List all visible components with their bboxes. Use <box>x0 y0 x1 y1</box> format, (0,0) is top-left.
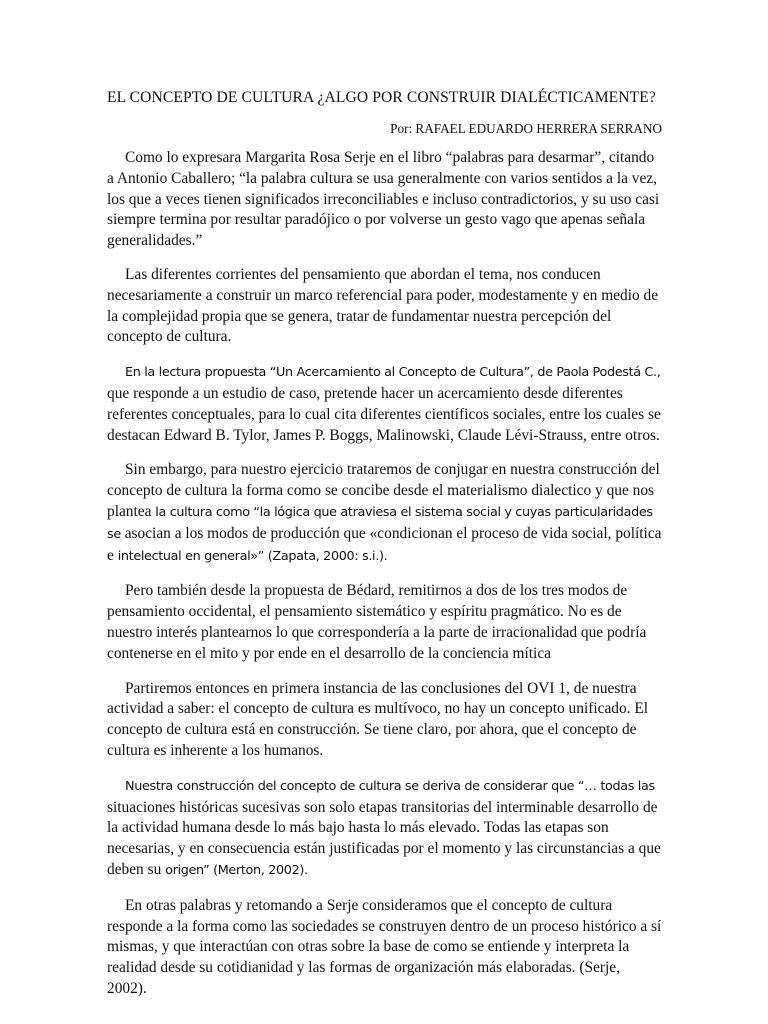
paragraph-2 <box>107 265 662 348</box>
paragraph-8-text: En otras palabras y retomando a Serje consideramos que el concepto de cultura responde a la forma como las sociedades se construyen dentro de un proceso histórico a sí mismas, y que interactúan con otras sobre la base de como se entiende y interpreta la realidad desde su cotidianidad y las formas de organización más elaboradas. (Serje, 2002). <box>107 896 662 997</box>
paragraph-5 <box>107 581 662 664</box>
paragraph-1-text: Como lo expresara Margarita Rosa Serje en el libro “palabras para desarmar”, citando a Antonio Caballero; “la palabra cultura se usa generalmente con varios sentidos a la vez, los que a veces tienen significados irreconciliables e incluso contradictorios, y su uso casi siempre termina por resultar paradójico o por volverse un gesto vago que apenas señala generalidades.” <box>107 149 660 250</box>
paragraph-6 <box>107 679 662 762</box>
paragraph-7-text-a: Nuestra construcción del concepto de cultura se deriva de considerar que “… todas las <box>125 778 655 794</box>
paragraph-7-text-c: origen” (Merton, 2002). <box>165 862 308 878</box>
paragraph-3 <box>107 362 662 446</box>
paragraph-4-text-d: intelectual en general»” (Zapata, 2000: s.i.). <box>117 548 388 564</box>
paragraph-5-text: Pero también desde la propuesta de Bédard, remitirnos a dos de los tres modos de pensamiento occidental, el pensamiento sistemático y espíritu pragmático. No es de nuestro interés plantearnos lo que correspondería a la parte de irracionalidad que podría contenerse en el mito y por ende en el desarrollo de la conciencia mítica <box>107 582 647 662</box>
paragraph-3-text-a: En la lectura propuesta “Un Acercamiento al Concepto de Cultura”, de Paola Podestá C., <box>125 365 661 381</box>
paragraph-4-text-b: la cultura como “la lógica que atraviesa el sistema social y cuyas particularidades se <box>107 504 653 542</box>
paragraph-4-text-c: asocian a los modos de producción que «condicionan el proceso de vida social, política e <box>107 524 662 564</box>
paragraph-1 <box>107 148 662 252</box>
paragraph-4 <box>107 460 662 567</box>
paragraph-7-text-b: situaciones históricas sucesivas son solo etapas transitorias del interminable desarrollo de la actividad humana desde lo más bajo hasta lo más elevado. Todas las etapas son necesarias, y en consecuencia están justificadas por el momento y las circunstancias a que deben su <box>107 798 661 878</box>
paragraph-7 <box>107 776 662 882</box>
document-page <box>107 88 662 1000</box>
document-title: EL CONCEPTO DE CULTURA ¿ALGO POR CONSTRUIR DIALÉCTICAMENTE? <box>107 89 656 106</box>
document-author: Por: RAFAEL EDUARDO HERRERA SERRANO <box>390 121 662 136</box>
paragraph-8 <box>107 896 662 1000</box>
paragraph-4-text-a: Sin embargo, para nuestro ejercicio trataremos de conjugar en nuestra construcción del concepto de cultura la forma como se concibe desde el materialismo dialectico y que nos plantea <box>107 461 660 520</box>
paragraph-3-text-b: que responde a un estudio de caso, pretende hacer un acercamiento desde diferentes referentes conceptuales, para lo cual cita diferentes científicos sociales, entre los cuales se destacan Edward B. Tylor, James P. Boggs, Malinowski, Claude Lévi-Strauss, entre otros. <box>107 384 661 444</box>
paragraph-6-text: Partiremos entonces en primera instancia de las conclusiones del OVI 1, de nuestra actividad a saber: el concepto de cultura es multívoco, no hay un concepto unificado. El concepto de cultura está en construcción. Se tiene claro, por ahora, que el concepto de cultura es inherente a los humanos. <box>107 679 649 759</box>
paragraph-2-text: Las diferentes corrientes del pensamiento que abordan el tema, nos conducen necesariamente a construir un marco referencial para poder, modestamente y en medio de la complejidad propia que se genera, tratar de fundamentar nuestra percepción del concepto de cultura. <box>107 265 659 346</box>
